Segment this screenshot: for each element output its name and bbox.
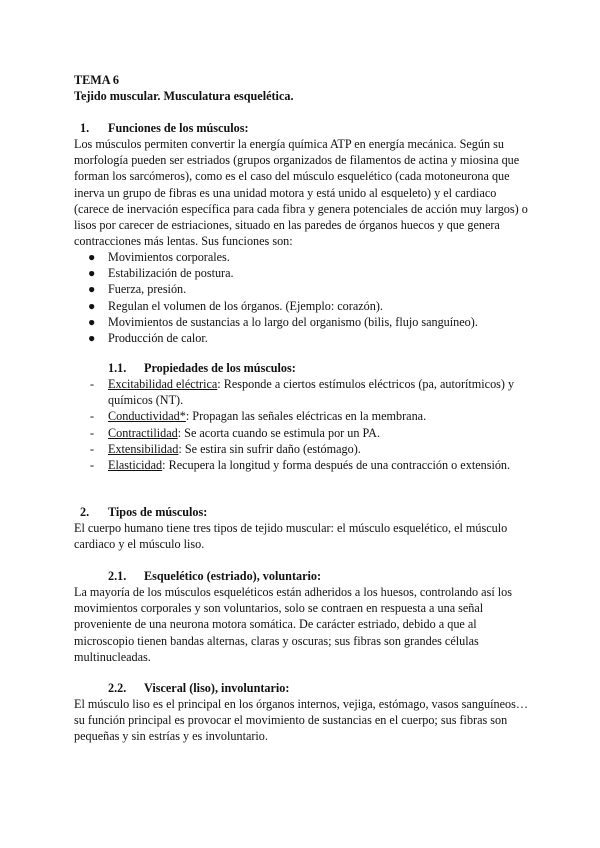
- para-line: cardiaco y el músculo liso.: [74, 537, 205, 552]
- property-desc: : Responde a ciertos estímulos eléctricos (pa, autorítmicos) y: [217, 377, 515, 391]
- para-line: forman los sarcómeros), como es el caso del músculo esquelético (cada motoneurona que: [74, 169, 510, 184]
- section-title: Tipos de músculos:: [108, 505, 208, 519]
- bullet-icon: ●: [88, 298, 96, 313]
- tema-heading: TEMA 6: [74, 73, 120, 87]
- section-title: Visceral (liso), involuntario:: [144, 681, 290, 695]
- list-item: ● Producción de calor.: [88, 330, 208, 345]
- section-2-2-paragraph: [74, 696, 534, 745]
- property-desc: : Propagan las señales eléctricas en la membrana.: [185, 409, 427, 424]
- list-item: ● Movimientos corporales.: [88, 250, 230, 264]
- property-term: Contractilidad: [108, 425, 178, 440]
- para-line: morfología pueden ser estriados (grupos organizados de filamentos de actina y miosina que: [74, 153, 520, 168]
- section-number: 2.1.: [108, 569, 127, 583]
- bullet-icon: ●: [88, 266, 96, 281]
- property-term: Elasticidad: [108, 458, 163, 473]
- para-line: El músculo liso es el principal en los órganos internos, vejiga, estómago, vasos sanguíneos…: [74, 697, 529, 711]
- para-line: Los músculos permiten convertir la energía química ATP en energía mecánica. Según su: [74, 137, 504, 151]
- para-line: El cuerpo humano tiene tres tipos de tejido muscular: el músculo esquelético, el músculo: [74, 521, 508, 535]
- property-desc: : Recupera la longitud y forma después de una contracción o extensión.: [162, 458, 511, 473]
- para-line: inerva un grupo de fibras es una unidad motora y está unido al esqueleto) y el cardiaco: [74, 185, 497, 200]
- section-1-paragraph: [74, 136, 534, 249]
- property-desc: : Se estira sin sufrir daño (estómago).: [178, 441, 361, 456]
- property-desc: : Se acorta cuando se estimula por un PA.: [177, 425, 381, 440]
- para-line: contracciones más lentas. Sus funciones son:: [74, 234, 293, 249]
- section-title: Esquelético (estriado), voluntario:: [144, 569, 322, 583]
- property-term: Extensibilidad: [108, 441, 179, 456]
- para-line: La mayoría de los músculos esqueléticos están adheridos a los huesos, controlando así los: [74, 585, 512, 599]
- section-number: 1.1.: [108, 361, 127, 375]
- properties-list: [90, 376, 530, 473]
- dash-marker: -: [90, 458, 95, 473]
- para-line: microscopio tienen bandas alternas, claras y oscuras; sus fibras son grandes células: [74, 633, 479, 648]
- section-number: 1.: [80, 121, 90, 135]
- section-title: Funciones de los músculos:: [108, 121, 249, 135]
- functions-bullet-list: [88, 249, 528, 346]
- para-line: movimientos corporales y son voluntarios, solo se contraen en respuesta a una señal: [74, 601, 484, 616]
- list-item: ● Movimientos de sustancias a lo largo del organismo (bilis, flujo sanguíneo).: [88, 314, 478, 329]
- bullet-icon: ●: [88, 330, 96, 345]
- property-term: Conductividad*: [108, 409, 186, 424]
- section-number: 2.2.: [108, 681, 127, 695]
- para-line: pequeñas y sin estrías y es involuntario.: [74, 729, 268, 744]
- dash-marker: -: [90, 425, 95, 440]
- property-term: Excitabilidad eléctrica: [108, 377, 218, 391]
- section-2-1-paragraph: [74, 584, 534, 665]
- para-line: (carece de inervación específica para cada fibra y genera potenciales de acción muy largos) o: [74, 201, 528, 216]
- section-number: 2.: [80, 505, 90, 519]
- list-item: [90, 376, 530, 408]
- list-item: ● Fuerza, presión.: [88, 282, 187, 297]
- doc-title: [74, 72, 534, 104]
- subtitle-heading: Tejido muscular. Musculatura esquelética.: [74, 89, 294, 104]
- bullet-icon: ●: [88, 250, 96, 264]
- list-item: ● Regulan el volumen de los órganos. (Ejemplo: corazón).: [88, 298, 383, 313]
- para-line: su función principal es provocar el movimiento de sustancias en el cuerpo; sus fibras son: [74, 713, 508, 728]
- para-line: proveniente de una neurona motora somática. De carácter estriado, debido a que al: [74, 617, 477, 632]
- property-desc-cont: químicos (NT).: [108, 393, 184, 408]
- dash-marker: -: [90, 441, 95, 456]
- bullet-icon: ●: [88, 282, 96, 297]
- list-item: [90, 457, 530, 473]
- list-item: [90, 441, 530, 457]
- list-item: [90, 425, 530, 441]
- section-2-paragraph: [74, 520, 534, 552]
- section-title: Propiedades de los músculos:: [144, 361, 296, 375]
- para-line: multinucleadas.: [74, 649, 151, 664]
- dash-marker: -: [90, 377, 95, 391]
- para-line: lisos por carecer de estriaciones, situado en las paredes de órganos huecos y que genera: [74, 218, 500, 233]
- bullet-icon: ●: [88, 314, 96, 329]
- list-item: [90, 408, 530, 424]
- dash-marker: -: [90, 409, 95, 424]
- list-item: ● Estabilización de postura.: [88, 266, 234, 281]
